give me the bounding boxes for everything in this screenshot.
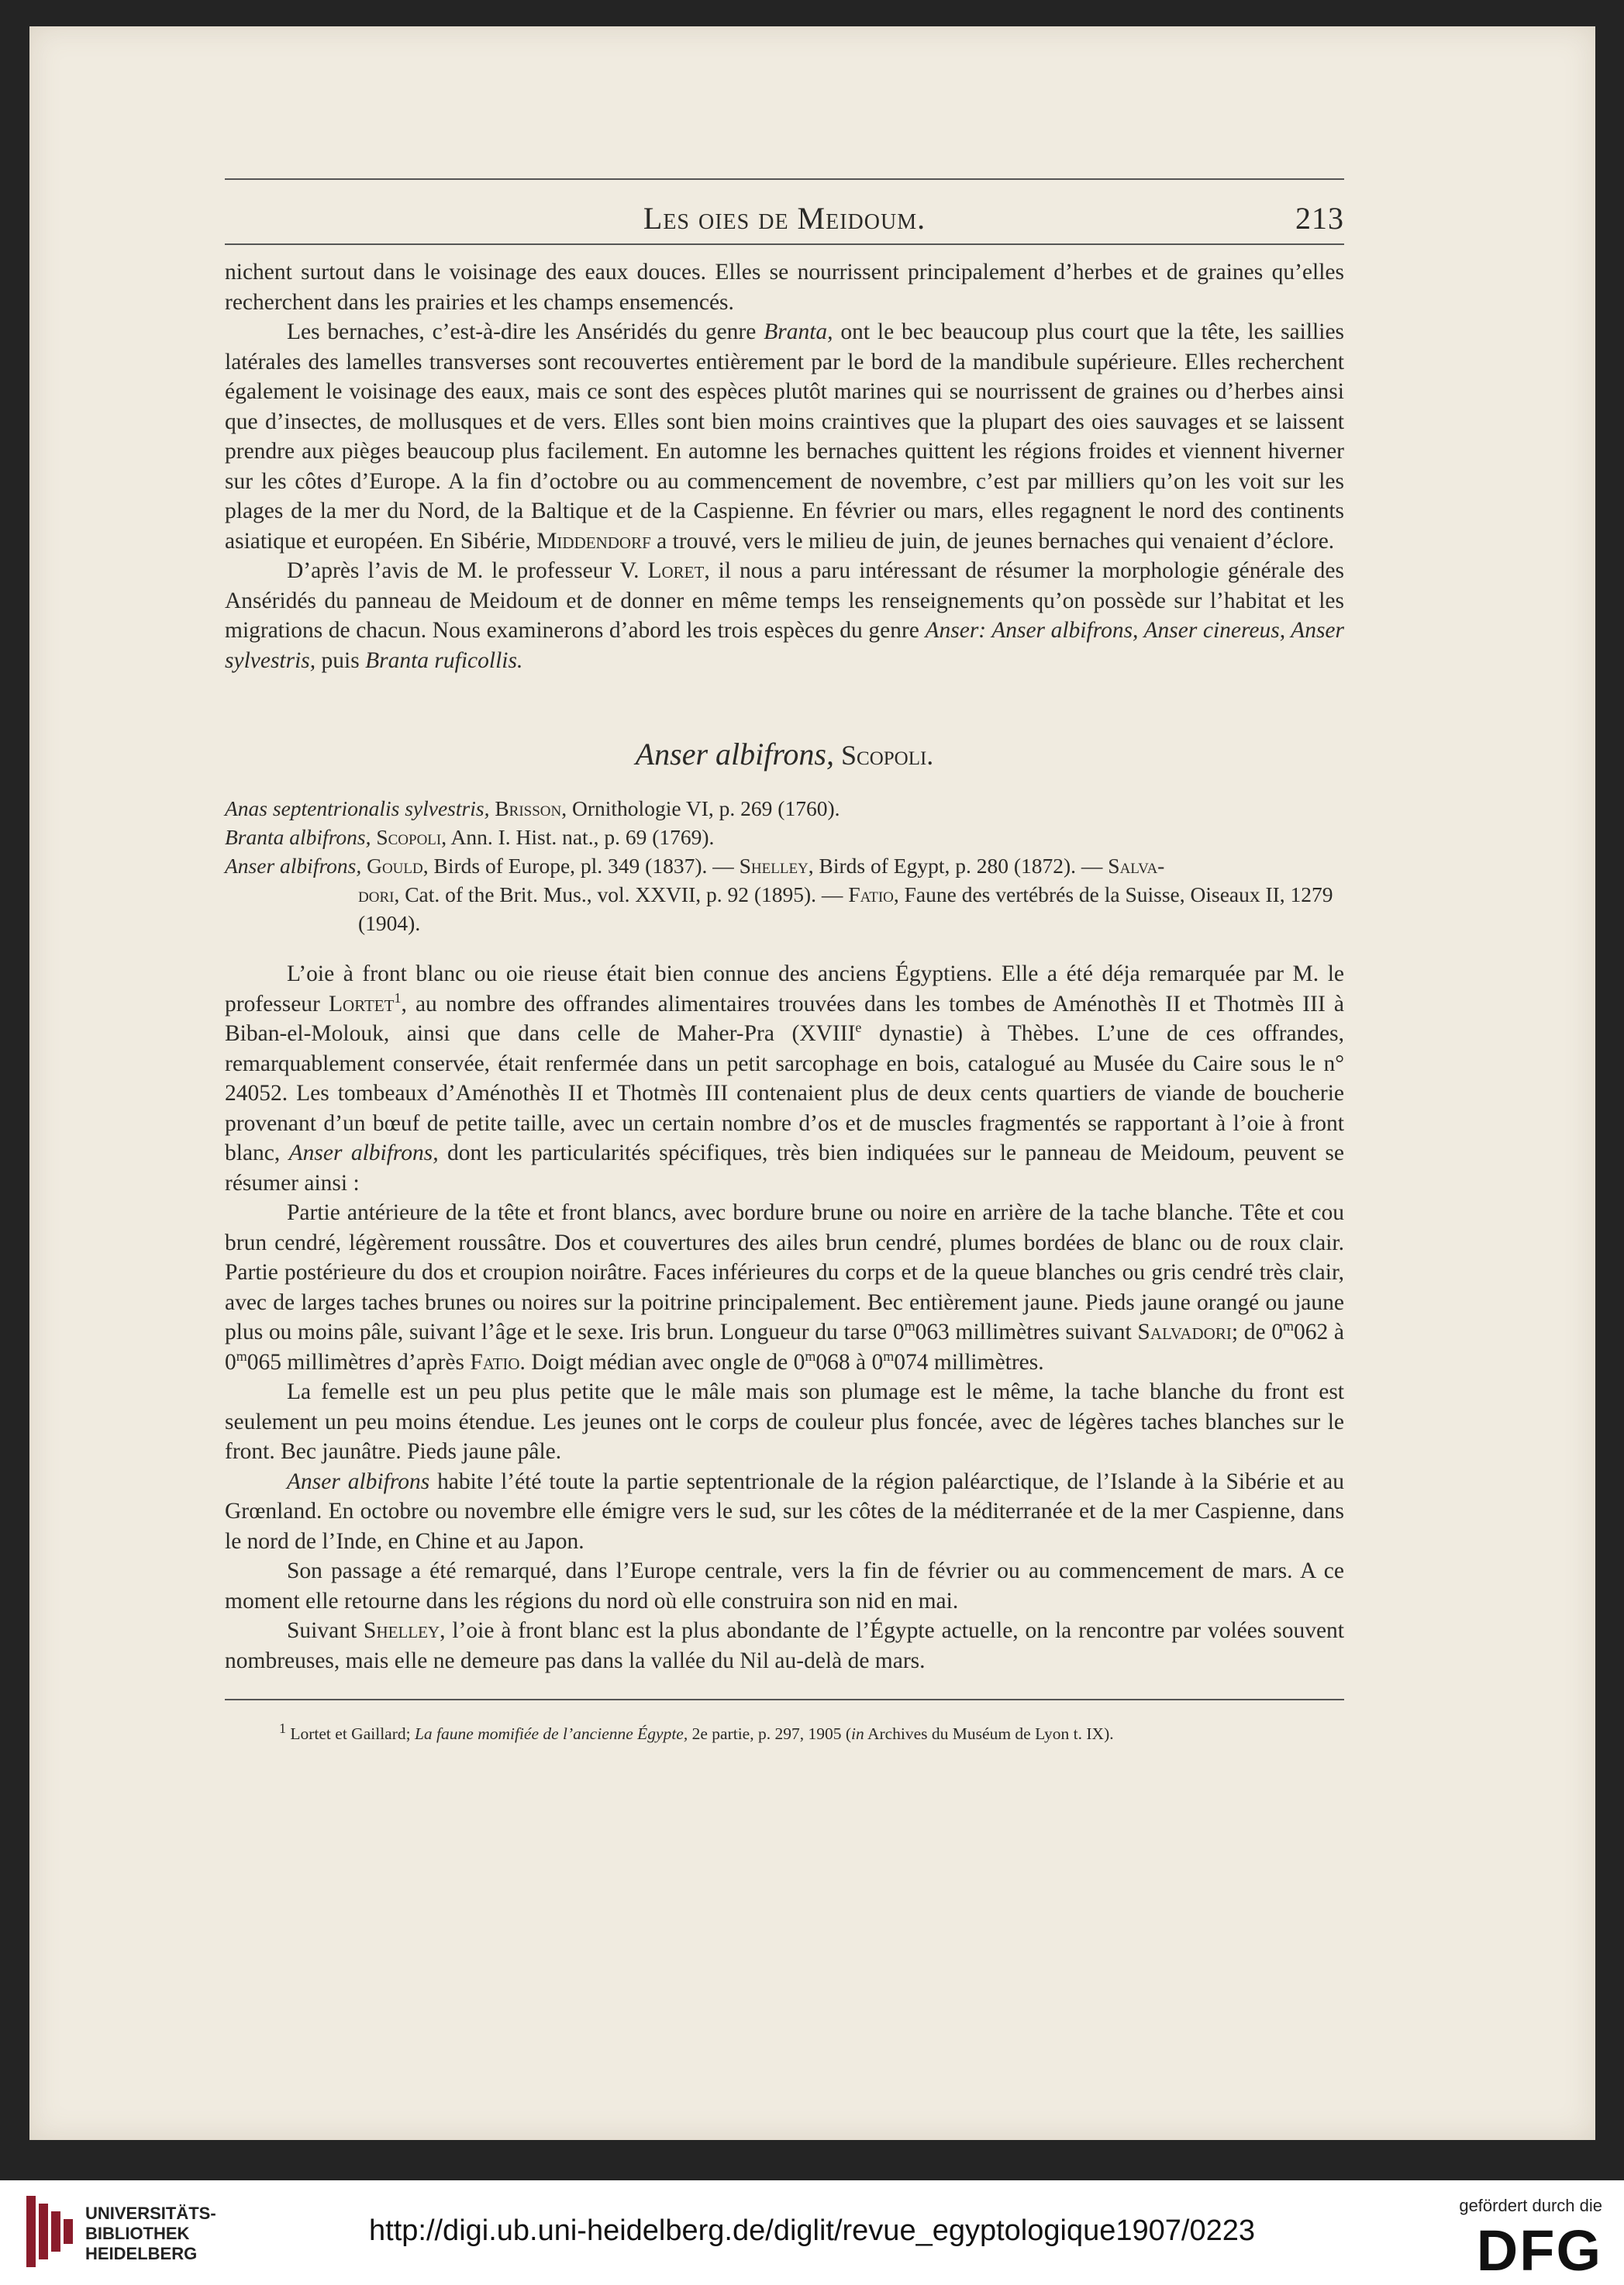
- funder-label: gefördert durch die: [1459, 2196, 1602, 2215]
- synonym-line-continued: dori, Cat. of the Brit. Mus., vol. XXVII, p. 92 (1895). — Fatio, Faune des vertébrés de la Suisse, Oiseaux II, 1279 (1904).: [358, 882, 1333, 935]
- running-head: [225, 192, 1344, 243]
- running-title: Les oies de Meidoum.: [643, 201, 926, 236]
- scanned-page: [29, 26, 1595, 2140]
- viewer-footer-bar: [0, 2180, 1624, 2285]
- paragraph-6: La femelle est un peu plus petite que le mâle mais son plumage est le même, la tache blanche du front est seulement un peu moins étendue. Les jeunes ont le corps de couleur plus foncée, avec de légères taches blanches sur le front. Bec jaunâtre. Pieds jaune pâle.: [225, 1379, 1344, 1464]
- paragraph-5: Partie antérieure de la tête et front blancs, avec bordure brune ou noire en arrière de la tache blanche. Tête et cou brun cendré, légèrement roussâtre. Dos et couvertures des ailes brun cendré, plumes bordées de blanc ou de roux clair. Partie postérieure du dos et croupion noirâtre. Faces inférieures du corps et de la queue blanches ou gris cendré très clair, avec de larges taches brunes ou noires sur la poitrine principalement. Bec entièrement jaune. Pieds jaune orangé ou jaune plus ou moins pâle, suivant l’âge et le sexe. Iris brun. Longueur du tarse 0$^m$063 millimètres suivant Salvadori; de 0$^m$062 à 0$^m$065 millimètres d’après Fatio. Doigt médian avec ongle de 0$^m$068 à 0$^m$074 millimètres.: [225, 1200, 1345, 1375]
- paragraph-9: Suivant Shelley, l’oie à front blanc est la plus abondante de l’Égypte actuelle, on la rencontre par volées souvent nombreuses, mais elle ne demeure pas dans la vallée du Nil au-delà de mars.: [225, 1618, 1344, 1673]
- footnote-rule: [225, 1699, 1344, 1700]
- species-heading: [225, 736, 1344, 772]
- page-number: 213: [1295, 201, 1344, 236]
- dfg-logo[interactable]: DFG: [1476, 2218, 1602, 2283]
- species-author: Scopoli.: [841, 740, 934, 771]
- synonym-line: Anas septentrionalis sylvestris, Brisson, Ornithologie VI, p. 269 (1760).: [225, 796, 840, 820]
- library-name[interactable]: UNIVERSITÄTS- BIBLIOTHEK HEIDELBERG: [85, 2204, 216, 2263]
- paragraph-2: Les bernaches, c’est-à-dire les Anséridés du genre Branta, ont le bec beaucoup plus court que la tête, les saillies latérales des lamelles transverses sont recouvertes entièrement par le bord de la mandibule supérieure. Elles recherchent également le voisinage des eaux, mais ce sont des espèces plutôt marines qui se nourrissent de graines ou d’herbes ainsi que d’insectes, de mollusques et de vers. Elles sont bien moins craintives que la plupart des oies sauvages et se laissent prendre aux pièges beaucoup plus facilement. En automne les bernaches quittent les régions froides et viennent hiverner sur les côtes d’Europe. A la fin d’octobre ou au commencement de novembre, c’est par milliers qu’on les voit sur les plages de la mer du Nord, de la Baltique et de la Caspienne. En février ou mars, elles regagnent le nord des continents asiatique et européen. En Sibérie, Middendorf a trouvé, vers le milieu de juin, de jeunes bernaches qui venaient d’éclore.: [225, 319, 1345, 554]
- species-latin-name: Anser albifrons,: [635, 737, 834, 771]
- paragraph-4: L’oie à front blanc ou oie rieuse était bien connue des anciens Égyptiens. Elle a été déja remarquée par M. le professeur Lortet$^1$, au nombre des offrandes alimentaires trouvées dans les tombes de Aménothès II et Thotmès III à Biban-el-Molouk, ainsi que dans celle de Maher-Pra (XVIIIe dynastie) à Thèbes. L’une de ces offrandes, remarquablement conservée, était renfermée dans un petit sarcophage en bois, catalogué au Musée du Caire sous le n° 24052. Les tombeaux d’Aménothès II et Thotmès III contenaient plus de deux cents quartiers de viande de boucherie provenant d’un bœuf de petite taille, avec un certain nombre d’os et de muscles fragmentés se rapportant à l’oie à front blanc, Anser albifrons, dont les particularités spécifiques, très bien indiquées sur le panneau de Meidoum, peuvent se résumer ainsi :: [225, 961, 1345, 1196]
- paragraph-1: nichent surtout dans le voisinage des eaux douces. Elles se nourrissent principalement d’herbes et de graines qu’elles recherchent dans les prairies et les champs ensemencés.: [225, 260, 1344, 315]
- page-content: [225, 178, 1344, 1745]
- paragraph-3: D’après l’avis de M. le professeur V. Loret, il nous a paru intéressant de résumer la morphologie générale des Anséridés du panneau de Meidoum et de donner en même temps les renseignements qu’on possède sur l’habitat et les migrations de chacun. Nous examinerons d’abord les trois espèces du genre Anser: Anser albifrons, Anser cinereus, Anser sylvestris, puis Branta ruficollis.: [225, 558, 1345, 673]
- paragraph-7: Anser albifrons habite l’été toute la partie septentrionale de la région paléarctique, de l’Islande à la Sibérie et au Grœnland. En octobre ou novembre elle émigre vers le sud, sur les côtes de la méditerranée et de la mer Caspienne, dans le nord de l’Inde, en Chine et au Japon.: [225, 1469, 1345, 1554]
- paragraph-8: Son passage a été remarqué, dans l’Europe centrale, vers la fin de février ou au commencement de mars. A ce moment elle retourne dans les régions du nord où elle construira son nid en mai.: [225, 1558, 1344, 1614]
- synonym-line: Branta albifrons, Scopoli, Ann. I. Hist. nat., p. 69 (1769).: [225, 825, 715, 849]
- synonym-line: Anser albifrons, Gould, Birds of Europe, pl. 349 (1837). — Shelley, Birds of Egypt, p. 280 (1872). — Salva-: [225, 854, 1165, 878]
- synonymy-block: [225, 794, 1344, 937]
- footnote: $^1$ Lortet et Gaillard; La faune momifiée de l’ancienne Égypte, 2e partie, p. 297, 1905 (in Archives du Muséum de Lyon t. IX).: [279, 1720, 1114, 1743]
- permalink-url[interactable]: http://digi.ub.uni-heidelberg.de/diglit/revue_egyptologique1907/0223: [369, 2214, 1255, 2247]
- footnote-ref: 1: [394, 989, 402, 1006]
- header-rule-bottom: [225, 243, 1344, 245]
- header-rule-top: [225, 178, 1344, 180]
